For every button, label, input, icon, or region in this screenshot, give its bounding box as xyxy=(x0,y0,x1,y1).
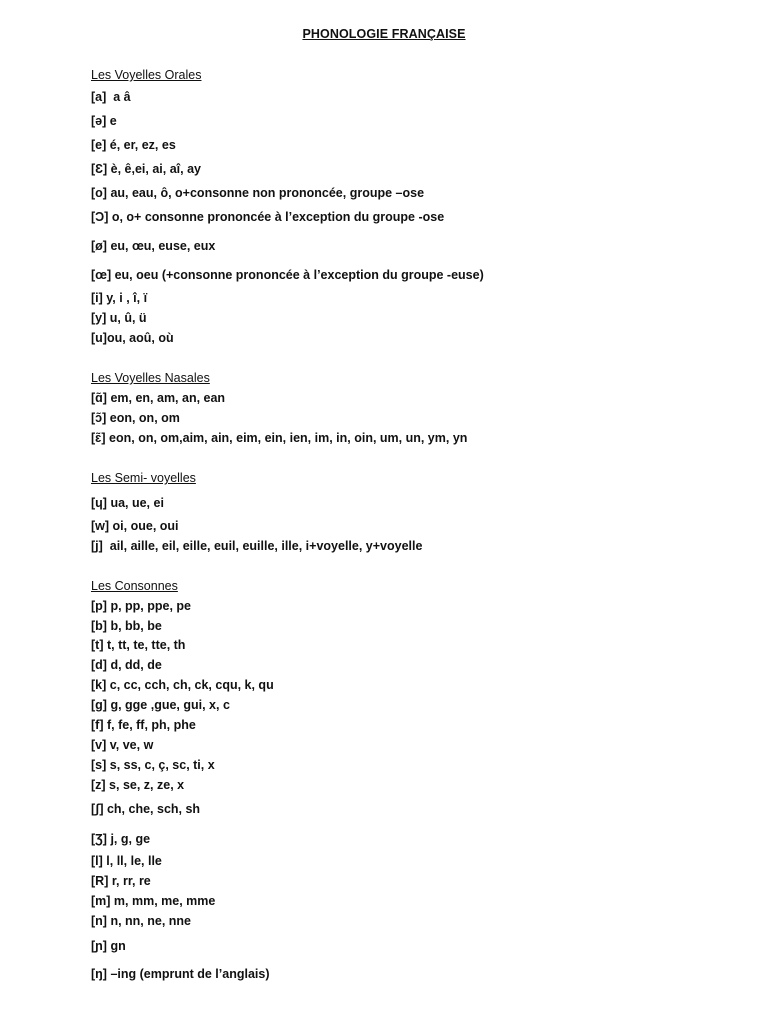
phoneme-spellings: ch, che, sch, sh xyxy=(103,802,201,816)
phoneme-row xyxy=(91,698,230,712)
phoneme-row xyxy=(91,331,174,345)
phoneme-symbol: [ə] xyxy=(91,114,107,128)
section-heading-consonnes: Les Consonnes xyxy=(91,579,178,593)
phoneme-row xyxy=(91,718,196,732)
phoneme-spellings: m, mm, me, mme xyxy=(110,894,216,908)
phoneme-spellings: é, er, ez, es xyxy=(106,138,176,152)
phoneme-row xyxy=(91,210,444,224)
phoneme-row xyxy=(91,411,180,425)
phoneme-symbol: [i] xyxy=(91,291,103,305)
phoneme-spellings: v, ve, w xyxy=(106,738,154,752)
phoneme-symbol: [e] xyxy=(91,138,107,152)
phoneme-symbol: [ɑ̃] xyxy=(91,391,107,405)
phoneme-spellings: au, eau, ô, o+consonne non prononcée, groupe –ose xyxy=(106,186,425,200)
phoneme-row xyxy=(91,758,215,772)
phoneme-symbol: [a] xyxy=(91,90,107,104)
phoneme-row xyxy=(91,638,185,652)
phoneme-symbol: [m] xyxy=(91,894,111,908)
phoneme-row xyxy=(91,874,151,888)
phoneme-spellings: p, pp, ppe, pe xyxy=(106,599,191,613)
phoneme-row xyxy=(91,90,131,104)
phoneme-symbol: [b] xyxy=(91,619,107,633)
phoneme-symbol: [ɔ̃] xyxy=(91,411,107,425)
section-heading-orales: Les Voyelles Orales xyxy=(91,68,202,82)
phoneme-row xyxy=(91,391,225,405)
phoneme-spellings: a â xyxy=(106,90,131,104)
phoneme-symbol: [ʃ] xyxy=(91,802,104,816)
phoneme-row xyxy=(91,291,147,305)
phoneme-row xyxy=(91,854,162,868)
phoneme-row xyxy=(91,894,215,908)
phoneme-row xyxy=(91,914,191,928)
phoneme-spellings: ou, aoû, où xyxy=(106,331,174,345)
phoneme-symbol: [n] xyxy=(91,914,107,928)
phoneme-row xyxy=(91,967,270,981)
phoneme-row xyxy=(91,431,467,445)
phoneme-row xyxy=(91,802,200,816)
phoneme-row xyxy=(91,599,191,613)
phoneme-row xyxy=(91,114,117,128)
phoneme-row xyxy=(91,619,162,633)
phoneme-symbol: [w] xyxy=(91,519,110,533)
phoneme-row xyxy=(91,658,162,672)
phoneme-symbol: [l] xyxy=(91,854,103,868)
phoneme-symbol: [z] xyxy=(91,778,106,792)
phoneme-row xyxy=(91,311,147,325)
phoneme-row xyxy=(91,239,215,253)
phoneme-symbol: [Ɔ] xyxy=(91,210,109,224)
phoneme-spellings: u, û, ü xyxy=(106,311,147,325)
phoneme-symbol: [ɥ] xyxy=(91,496,107,510)
phoneme-symbol: [Ɛ] xyxy=(91,162,108,176)
phoneme-spellings: gn xyxy=(106,939,126,953)
phoneme-symbol: [f] xyxy=(91,718,104,732)
phoneme-symbol: [k] xyxy=(91,678,107,692)
phoneme-symbol: [d] xyxy=(91,658,107,672)
phoneme-row xyxy=(91,678,274,692)
phoneme-symbol: [u] xyxy=(91,331,107,345)
phoneme-row xyxy=(91,186,424,200)
phoneme-row xyxy=(91,519,179,533)
phoneme-symbol: [ø] xyxy=(91,239,107,253)
phoneme-spellings: r, rr, re xyxy=(108,874,151,888)
phoneme-symbol: [ɛ̃] xyxy=(91,431,106,445)
phoneme-spellings: d, dd, de xyxy=(106,658,162,672)
phoneme-spellings: ail, aille, eil, eille, euil, euille, ille, i+voyelle, y+voyelle xyxy=(102,539,423,553)
section-heading-nasales: Les Voyelles Nasales xyxy=(91,371,210,385)
phoneme-spellings: s, ss, c, ç, sc, ti, x xyxy=(106,758,215,772)
phoneme-spellings: n, nn, ne, nne xyxy=(106,914,191,928)
phoneme-row xyxy=(91,268,484,282)
phoneme-spellings: è, ê,ei, ai, aî, ay xyxy=(107,162,201,176)
section-heading-semi: Les Semi- voyelles xyxy=(91,471,196,485)
phoneme-spellings: y, i , î, ï xyxy=(102,291,148,305)
phoneme-row xyxy=(91,832,150,846)
phoneme-row xyxy=(91,496,164,510)
phoneme-symbol: [g] xyxy=(91,698,107,712)
phoneme-spellings: eon, on, om xyxy=(106,411,180,425)
phoneme-spellings: c, cc, cch, ch, ck, cqu, k, qu xyxy=(106,678,274,692)
phoneme-spellings: o, o+ consonne prononcée à l’exception du groupe -ose xyxy=(108,210,445,224)
phoneme-spellings: e xyxy=(106,114,117,128)
phoneme-symbol: [p] xyxy=(91,599,107,613)
phoneme-row xyxy=(91,778,184,792)
phoneme-spellings: –ing (emprunt de l’anglais) xyxy=(106,967,270,981)
phoneme-symbol: [s] xyxy=(91,758,107,772)
phoneme-spellings: l, ll, le, lle xyxy=(102,854,162,868)
phoneme-symbol: [y] xyxy=(91,311,107,325)
phoneme-row xyxy=(91,138,176,152)
phoneme-row xyxy=(91,939,126,953)
phoneme-symbol: [o] xyxy=(91,186,107,200)
phoneme-symbol: [Ʒ] xyxy=(91,832,107,846)
phoneme-spellings: b, bb, be xyxy=(106,619,162,633)
phoneme-spellings: eon, on, om,aim, ain, eim, ein, ien, im, in, oin, um, un, ym, yn xyxy=(105,431,468,445)
page-title: PHONOLOGIE FRANÇAISE xyxy=(302,27,466,41)
phoneme-spellings: j, g, ge xyxy=(106,832,151,846)
phoneme-spellings: oi, oue, oui xyxy=(109,519,179,533)
phoneme-spellings: f, fe, ff, ph, phe xyxy=(103,718,196,732)
phoneme-row xyxy=(91,539,422,553)
phoneme-row xyxy=(91,162,201,176)
phoneme-symbol: [R] xyxy=(91,874,109,888)
phoneme-spellings: g, gge ,gue, gui, x, c xyxy=(106,698,230,712)
phoneme-row xyxy=(91,738,153,752)
phoneme-spellings: em, en, am, an, ean xyxy=(106,391,226,405)
phoneme-spellings: s, se, z, ze, x xyxy=(105,778,185,792)
phoneme-spellings: t, tt, te, tte, th xyxy=(103,638,186,652)
phoneme-spellings: ua, ue, ei xyxy=(106,496,164,510)
phoneme-spellings: eu, oeu (+consonne prononcée à l’exception du groupe -euse) xyxy=(111,268,484,282)
phoneme-spellings: eu, œu, euse, eux xyxy=(106,239,216,253)
phoneme-symbol: [œ] xyxy=(91,268,112,282)
phoneme-symbol: [j] xyxy=(91,539,103,553)
phoneme-symbol: [v] xyxy=(91,738,107,752)
phoneme-symbol: [ŋ] xyxy=(91,967,107,981)
phoneme-symbol: [ɲ] xyxy=(91,939,107,953)
phoneme-symbol: [t] xyxy=(91,638,104,652)
